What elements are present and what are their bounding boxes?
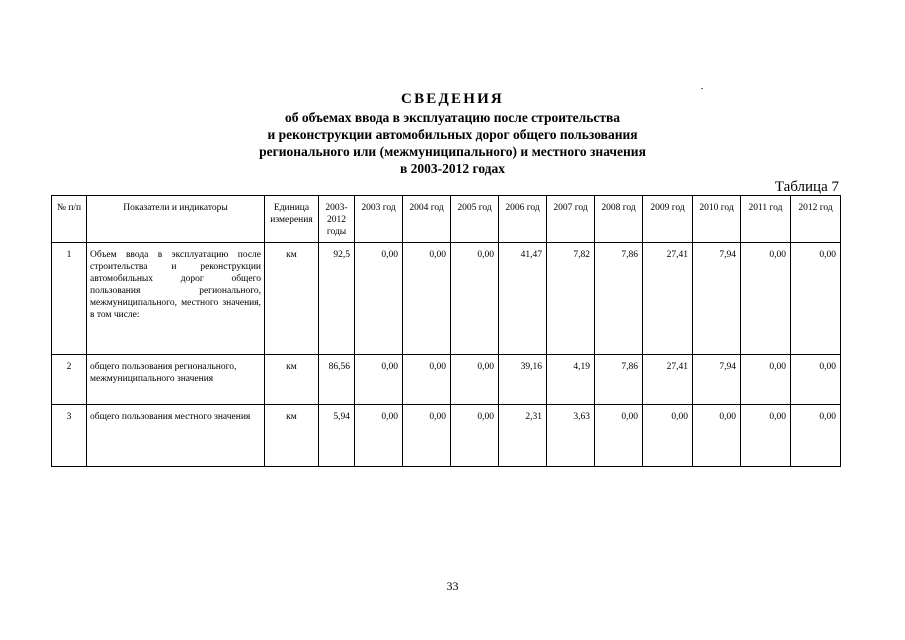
- header-year: 2008 год: [595, 196, 643, 243]
- row-indicator: общего пользования регионального, межмуниципального значения: [87, 355, 265, 405]
- header-year: 2010 год: [693, 196, 741, 243]
- header-num: № п/п: [52, 196, 87, 243]
- header-year: 2007 год: [547, 196, 595, 243]
- row-num: 3: [52, 405, 87, 467]
- row-value: 0,00: [451, 355, 499, 405]
- row-value: 2,31: [499, 405, 547, 467]
- row-value: 3,63: [547, 405, 595, 467]
- title-line-1: об объемах ввода в эксплуатацию после строительства: [284, 110, 621, 125]
- row-indicator: Объем ввода в эксплуатацию после строительства и реконструкции автомобильных дорог общего пользования регионального, межмуниципального, местного значения, в том числе:: [87, 243, 265, 355]
- scan-speck: [701, 88, 703, 89]
- row-value: 7,86: [595, 355, 643, 405]
- row-num: 2: [52, 355, 87, 405]
- header-total: 2003-2012 годы: [319, 196, 355, 243]
- title-line-4: в 2003-2012 годах: [399, 161, 506, 176]
- table-row: [52, 405, 841, 467]
- row-num: 1: [52, 243, 87, 355]
- header-unit: Единица измерения: [265, 196, 319, 243]
- row-value: 7,86: [595, 243, 643, 355]
- title-heading: СВЕДЕНИЯ: [401, 91, 504, 107]
- header-year: 2009 год: [643, 196, 693, 243]
- row-value: 0,00: [791, 355, 841, 405]
- row-value: 0,00: [741, 355, 791, 405]
- row-value: 0,00: [791, 243, 841, 355]
- row-total: 86,56: [319, 355, 355, 405]
- table-label: Таблица 7: [774, 179, 839, 195]
- document-title: [0, 90, 905, 177]
- row-value: 0,00: [791, 405, 841, 467]
- row-value: 0,00: [595, 405, 643, 467]
- row-unit: км: [265, 355, 319, 405]
- row-total: 92,5: [319, 243, 355, 355]
- data-table: [51, 195, 841, 467]
- row-value: 0,00: [355, 355, 403, 405]
- row-value: 0,00: [355, 243, 403, 355]
- row-value: 0,00: [403, 243, 451, 355]
- row-value: 27,41: [643, 355, 693, 405]
- table-row: [52, 243, 841, 355]
- row-value: 7,94: [693, 355, 741, 405]
- row-value: 0,00: [451, 243, 499, 355]
- row-value: 0,00: [451, 405, 499, 467]
- row-value: 0,00: [693, 405, 741, 467]
- header-year: 2003 год: [355, 196, 403, 243]
- header-year: 2004 год: [403, 196, 451, 243]
- row-value: 7,94: [693, 243, 741, 355]
- row-indicator: общего пользования местного значения: [87, 405, 265, 467]
- row-value: 39,16: [499, 355, 547, 405]
- row-value: 0,00: [643, 405, 693, 467]
- row-value: 27,41: [643, 243, 693, 355]
- title-line-3: регионального или (межмуниципального) и местного значения: [259, 144, 646, 159]
- row-value: 4,19: [547, 355, 595, 405]
- row-value: 7,82: [547, 243, 595, 355]
- row-value: 0,00: [741, 405, 791, 467]
- row-value: 0,00: [741, 243, 791, 355]
- table-header-row: [52, 196, 841, 243]
- title-line-2: и реконструкции автомобильных дорог общего пользования: [267, 127, 638, 142]
- row-value: 0,00: [355, 405, 403, 467]
- row-unit: км: [265, 243, 319, 355]
- header-year: 2006 год: [499, 196, 547, 243]
- table-row: [52, 355, 841, 405]
- header-year: 2012 год: [791, 196, 841, 243]
- row-unit: км: [265, 405, 319, 467]
- row-value: 41,47: [499, 243, 547, 355]
- page-number: 33: [446, 579, 459, 593]
- header-year: 2005 год: [451, 196, 499, 243]
- header-year: 2011 год: [741, 196, 791, 243]
- header-indicator: Показатели и индикаторы: [87, 196, 265, 243]
- row-value: 0,00: [403, 405, 451, 467]
- row-total: 5,94: [319, 405, 355, 467]
- row-value: 0,00: [403, 355, 451, 405]
